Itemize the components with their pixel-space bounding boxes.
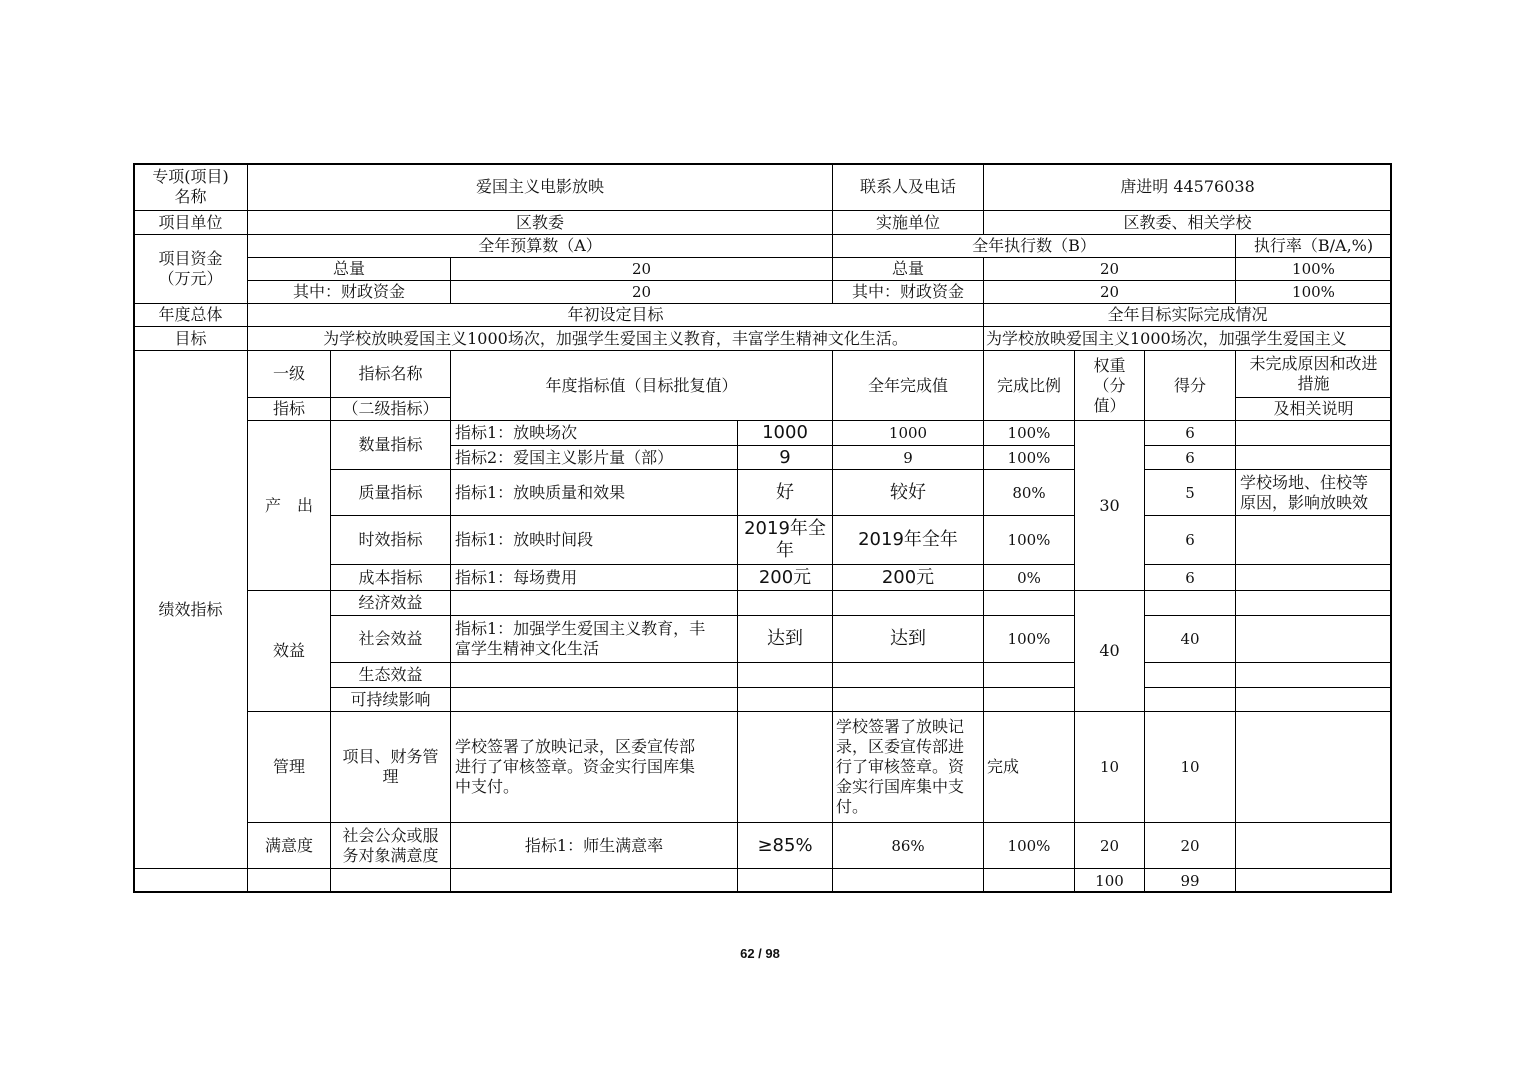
satisfaction-done: 86% [832,822,984,869]
goal-label-bottom: 目标 [133,326,248,351]
total-label: 总量 [247,257,451,281]
management-done: 学校签署了放映记 录，区委宣传部进 行了审核签章。资 金实行国库集中支 付。 [832,711,984,823]
output-row-0-target: 1000 [737,420,833,446]
header-level1-a: 一级 [247,350,331,398]
satisfaction-score: 20 [1144,822,1236,869]
output-row-0-score: 6 [1144,420,1236,446]
header-weight: 权重 （分 值） [1074,350,1145,421]
fiscal-exec: 20 [983,280,1236,304]
goal-initial-text: 为学校放映爱国主义1000场次，加强学生爱国主义教育，丰富学生精神文化生活。 [247,326,984,351]
total-rate: 100% [1235,257,1392,281]
goal-actual-label: 全年目标实际完成情况 [983,303,1392,327]
output-row-2-reason: 学校场地、住校等 原因，影响放映效 [1235,469,1392,516]
total-exec: 20 [983,257,1236,281]
output-row-3-ratio: 100% [983,515,1075,565]
benefit-row-3-done [832,687,984,712]
satisfaction-cat: 社会公众或服 务对象满意度 [330,822,451,869]
output-cat-quality: 质量指标 [330,469,451,516]
benefit-label: 效益 [247,590,331,712]
benefit-row-3-name [450,687,738,712]
goal-initial-label: 年初设定目标 [247,303,984,327]
output-row-3-done: 2019年全年 [832,515,984,565]
output-row-2-target: 好 [737,469,833,516]
goal-label-top: 年度总体 [133,303,248,327]
output-row-3-reason [1235,515,1392,565]
output-label: 产 出 [247,420,331,591]
rate-label: 执行率（B/A,%) [1235,234,1392,258]
satisfaction-name: 指标1：师生满意率 [450,822,738,869]
output-cat-quantity: 数量指标 [330,420,451,470]
benefit-row-0-score [1144,590,1236,616]
satisfaction-label: 满意度 [247,822,331,869]
total-row-blank-5 [737,868,833,893]
satisfaction-ratio: 100% [983,822,1075,869]
management-name: 学校签署了放映记录，区委宣传部 进行了审核签章。资金实行国库集 中支付。 [450,711,738,823]
unit-label: 项目单位 [133,210,248,235]
output-cat-time: 时效指标 [330,515,451,565]
benefit-cat-ecological: 生态效益 [330,662,451,688]
total-row-blank-3 [330,868,451,893]
output-row-0-ratio: 100% [983,420,1075,446]
benefit-row-0-reason [1235,590,1392,616]
benefit-cat-social: 社会效益 [330,615,451,663]
benefit-row-2-target [737,662,833,688]
output-cat-cost: 成本指标 [330,564,451,591]
output-row-0-reason [1235,420,1392,446]
output-row-4-target: 200元 [737,564,833,591]
output-row-3-score: 6 [1144,515,1236,565]
total-row-blank-8 [1235,868,1392,893]
output-row-1-ratio: 100% [983,445,1075,470]
benefit-row-2-score [1144,662,1236,688]
management-weight: 10 [1074,711,1145,823]
contact-label: 联系人及电话 [832,163,984,211]
unit-value: 区教委 [247,210,833,235]
output-row-4-score: 6 [1144,564,1236,591]
goal-actual-text: 为学校放映爱国主义1000场次，加强学生爱国主义 [983,326,1392,351]
header-name-a: 指标名称 [330,350,451,398]
benefit-row-0-name [450,590,738,616]
benefit-row-1-reason [1235,615,1392,663]
management-target [737,711,833,823]
output-row-2-done: 较好 [832,469,984,516]
management-cat: 项目、财务管 理 [330,711,451,823]
total-score: 99 [1144,868,1236,893]
management-reason [1235,711,1392,823]
management-score: 10 [1144,711,1236,823]
output-row-2-score: 5 [1144,469,1236,516]
satisfaction-reason [1235,822,1392,869]
benefit-cat-sustainable: 可持续影响 [330,687,451,712]
benefit-row-2-reason [1235,662,1392,688]
fiscal-rate: 100% [1235,280,1392,304]
indicators-section-label: 绩效指标 [133,350,248,869]
output-row-1-done: 9 [832,445,984,470]
total-exec-label: 总量 [832,257,984,281]
header-level1-b: 指标 [247,397,331,421]
header-name-b: （二级指标） [330,397,451,421]
output-row-4-ratio: 0% [983,564,1075,591]
header-score: 得分 [1144,350,1236,421]
impl-label: 实施单位 [832,210,984,235]
benefit-row-0-target [737,590,833,616]
output-row-0-name: 指标1：放映场次 [450,420,738,446]
benefit-row-1-target: 达到 [737,615,833,663]
page-number: 62 / 98 [740,946,780,961]
header-reason-b: 及相关说明 [1235,397,1392,421]
benefit-row-0-ratio [983,590,1075,616]
management-label: 管理 [247,711,331,823]
benefit-row-2-done [832,662,984,688]
benefit-cat-economic: 经济效益 [330,590,451,616]
impl-value: 区教委、相关学校 [983,210,1392,235]
output-row-1-reason [1235,445,1392,470]
output-row-4-name: 指标1：每场费用 [450,564,738,591]
total-weight: 100 [1074,868,1145,893]
benefit-row-1-score: 40 [1144,615,1236,663]
output-row-3-target: 2019年全 年 [737,515,833,565]
management-ratio: 完成 [983,711,1075,823]
exec-label: 全年执行数（B） [832,234,1236,258]
total-row-blank-1 [133,868,248,893]
project-name-value: 爱国主义电影放映 [247,163,833,211]
total-row-blank-6 [832,868,984,893]
benefit-row-2-ratio [983,662,1075,688]
output-row-1-name: 指标2：爱国主义影片量（部） [450,445,738,470]
output-row-0-done: 1000 [832,420,984,446]
contact-value: 唐进明 44576038 [983,163,1392,211]
total-row-blank-2 [247,868,331,893]
header-done: 全年完成值 [832,350,984,421]
benefit-row-0-done [832,590,984,616]
output-row-2-name: 指标1：放映质量和效果 [450,469,738,516]
benefit-row-3-target [737,687,833,712]
satisfaction-weight: 20 [1074,822,1145,869]
fiscal-label: 其中：财政资金 [247,280,451,304]
output-row-4-done: 200元 [832,564,984,591]
fiscal-exec-label: 其中：财政资金 [832,280,984,304]
header-target: 年度指标值（目标批复值） [450,350,833,421]
benefit-row-1-done: 达到 [832,615,984,663]
header-ratio: 完成比例 [983,350,1075,421]
output-row-4-reason [1235,564,1392,591]
total-row-blank-7 [983,868,1075,893]
project-name-label: 专项(项目) 名称 [133,163,248,211]
benefit-row-2-name [450,662,738,688]
benefit-row-3-score [1144,687,1236,712]
benefit-row-3-reason [1235,687,1392,712]
output-row-1-score: 6 [1144,445,1236,470]
output-row-1-target: 9 [737,445,833,470]
benefit-weight: 40 [1074,590,1145,712]
benefit-row-3-ratio [983,687,1075,712]
output-weight: 30 [1074,420,1145,591]
total-row-blank-4 [450,868,738,893]
benefit-row-1-ratio: 100% [983,615,1075,663]
benefit-row-1-name: 指标1：加强学生爱国主义教育，丰 富学生精神文化生活 [450,615,738,663]
total-budget: 20 [450,257,833,281]
fiscal-budget: 20 [450,280,833,304]
satisfaction-target: ≥85% [737,822,833,869]
funds-label: 项目资金 （万元） [133,234,248,304]
output-row-2-ratio: 80% [983,469,1075,516]
budget-label: 全年预算数（A） [247,234,833,258]
header-reason-a: 未完成原因和改进 措施 [1235,350,1392,398]
output-row-3-name: 指标1：放映时间段 [450,515,738,565]
